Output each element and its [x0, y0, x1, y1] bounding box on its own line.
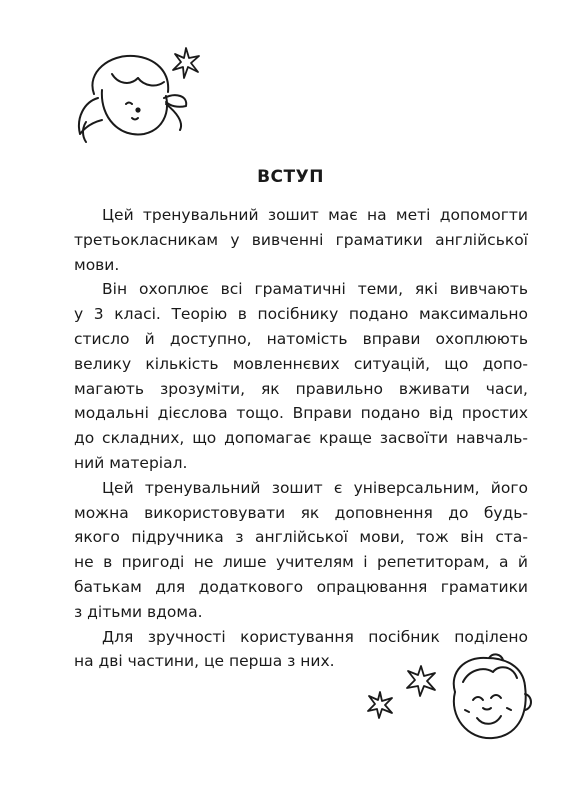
text-line: ний матеріал. [74, 453, 188, 472]
page-title: ВСТУП [257, 167, 324, 188]
text-line: до складних, що допомагає краще засвоїти навчаль- [74, 429, 528, 448]
text-line: третьокласникам у вивченні граматики англійської [74, 230, 528, 249]
text-line: Для зручності користування посібник поділено [102, 627, 528, 646]
text-line: магають зрозуміти, як правильно вживати часи, [74, 379, 528, 398]
boy-face-icon [443, 652, 533, 744]
text-line: Цей тренувальний зошит є універсальним, його [102, 478, 528, 497]
star-icon [365, 690, 395, 720]
paragraph-1 [74, 203, 528, 277]
star-icon [170, 46, 202, 80]
text-line: велику кількість мовленнєвих ситуацій, що допо- [74, 354, 528, 373]
text-line: Він охоплює всі граматичні теми, які вивчають [102, 280, 528, 299]
text-line: мови. [74, 255, 120, 274]
paragraph-3 [74, 476, 528, 625]
text-line: не в пригоді не лише учителям і репетиторам, а й [74, 553, 528, 572]
text-line: можна використовувати як доповнення до будь- [74, 503, 528, 522]
star-icon [404, 664, 438, 698]
text-line: модальні дієслова тощо. Вправи подано від простих [74, 404, 528, 423]
text-line: якого підручника з англійської мови, тож він ста- [74, 528, 528, 547]
paragraph-2 [74, 277, 528, 475]
text-line: з дітьми вдома. [74, 602, 203, 621]
text-line: Цей тренувальний зошит має на меті допомогти [102, 206, 528, 224]
text-line: батькам для додаткового опрацювання граматики [74, 577, 528, 596]
text-line: на дві частини, це перша з них. [74, 652, 335, 671]
text-line: у 3 класі. Теорію в посібнику подано максимально [74, 305, 528, 324]
text-line: стисло й доступно, натомість вправи охоплюють [74, 329, 528, 348]
intro-text [74, 203, 528, 674]
